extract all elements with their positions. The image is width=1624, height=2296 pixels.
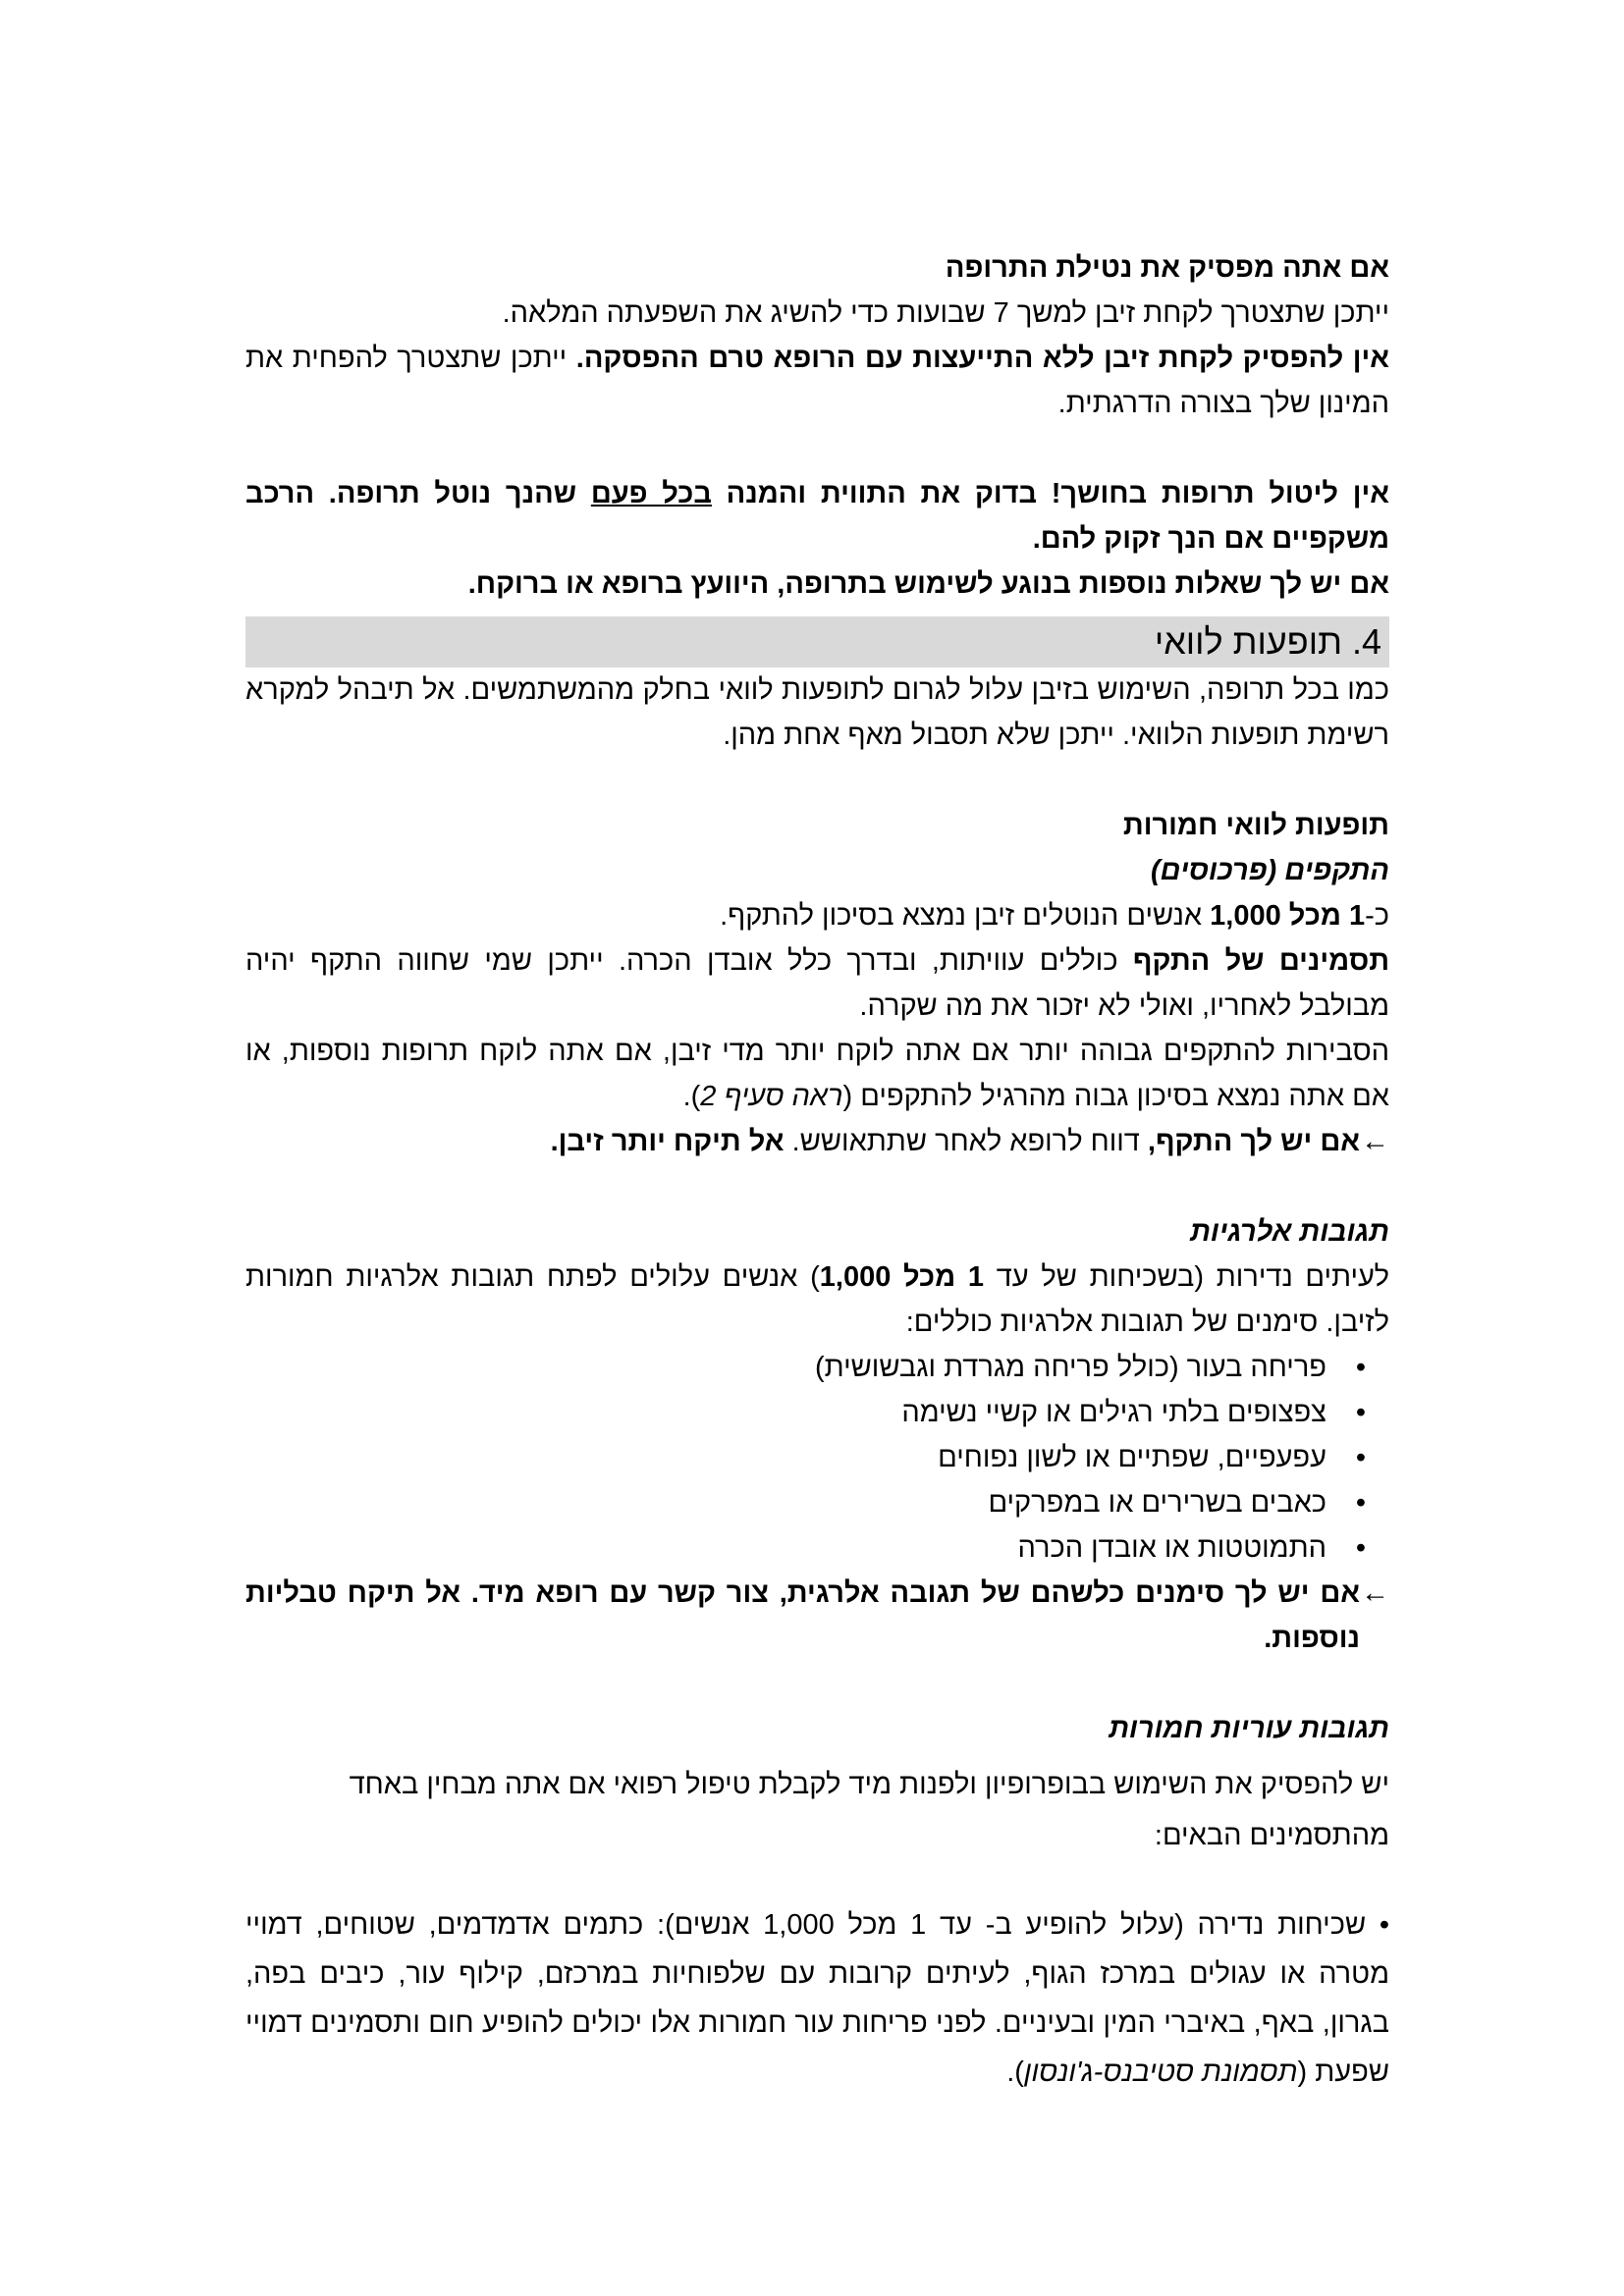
dark-warning-part2: שהנך נוטל תרופה. הרכב משקפיים אם הנך זקוק להם. — [245, 478, 1389, 555]
skin-title: תגובות עוריות חמורות — [1109, 1713, 1389, 1744]
seizures-action — [245, 1119, 1389, 1164]
serious-effects-title: תופעות לוואי חמורות — [1122, 810, 1389, 841]
bullet-icon: • — [1355, 1532, 1366, 1564]
allergic-action-text: אם יש לך סימנים כלשהם של תגובה אלרגית, צור קשר עם רופא מיד. אל תיקח טבליות נוספות. — [245, 1577, 1360, 1654]
seizures-risk — [245, 893, 1389, 938]
bullet-icon: • — [1355, 1442, 1366, 1473]
list-item-text: צפצופים בלתי רגילים או קשיי נשימה — [901, 1397, 1326, 1428]
seizures-risk-a: כ- — [1365, 900, 1389, 932]
skin-item — [245, 1900, 1389, 2097]
skin-intro: יש להפסיק את השימוש בבופרופיון ולפנות מיד לקבלת טיפול רפואי אם אתה מבחין באחד מהתסמינים הבאים: — [349, 1769, 1389, 1851]
arrow-icon: ← — [1361, 1577, 1389, 1609]
stop-section-line2 — [245, 336, 1389, 426]
bullet-icon: • — [1379, 1909, 1389, 1941]
list-item — [245, 1525, 1366, 1571]
list-item — [245, 1480, 1366, 1525]
list-item-text: עפעפיים, שפתיים או לשון נפוחים — [938, 1442, 1326, 1473]
allergic-intro-a: לעיתים נדירות (בשכיחות של עד — [984, 1261, 1390, 1293]
list-item — [245, 1345, 1366, 1390]
skin-item-b: ). — [1006, 2056, 1024, 2088]
seizures-symptoms — [245, 938, 1389, 1029]
skin-item-a: שכיחות נדירה (עלול להופיע ב- עד 1 מכל 1,000 אנשים): כתמים אדמדמים, שטוחים, דמויי מטרה או עגולים במרכז הגוף, לעיתים קרובות עם שלפוחיות במרכזם, קילוף עור, כיבים בפה, בגרון, באף, באיברי המין ובעיניים. לפני פריחות עור חמורות אלו יכולים להופיע חום ותסמינים דמויי שפעת ( — [245, 1909, 1389, 2088]
seizures-likelihood-b: ). — [682, 1081, 701, 1112]
seizures-likelihood-a: הסבירות להתקפים גבוהה יותר אם אתה לוקח יותר מדי זיבן, אם אתה לוקח תרופות נוספות, או אם אתה נמצא בסיכון גבוה מהרגיל להתקפים ( — [245, 1036, 1389, 1112]
list-item-text: פריחה בעור (כולל פריחה מגרדת וגבשושית) — [814, 1352, 1326, 1383]
allergic-action — [245, 1571, 1389, 1661]
seizures-risk-b: אנשים הנוטלים זיבן נמצא בסיכון להתקף. — [720, 900, 1211, 932]
list-item-text: כאבים בשרירים או במפרקים — [988, 1487, 1326, 1519]
seizures-action-bold2: אל תיקח יותר זיבן. — [550, 1126, 785, 1157]
allergic-title: תגובות אלרגיות — [1190, 1216, 1389, 1248]
bullet-icon: • — [1355, 1352, 1366, 1383]
dark-warning-part1: אין ליטול תרופות בחושך! בדוק את התווית והמנה — [711, 478, 1389, 509]
skin-item-italic: תסמונת סטיבנס-ג'ונסון — [1023, 2056, 1298, 2088]
stop-warning-bold: אין להפסיק לקחת זיבן ללא התייעצות עם הרופא טרם ההפסקה. — [575, 343, 1389, 374]
allergic-intro-bold: 1 מכל 1,000 — [819, 1261, 985, 1293]
bullet-icon: • — [1355, 1487, 1366, 1519]
stop-section-title: אם אתה מפסיק את נטילת התרופה — [945, 252, 1389, 284]
dark-warning — [245, 471, 1389, 561]
allergic-intro — [245, 1255, 1389, 1345]
section-4-intro: כמו בכל תרופה, השימוש בזיבן עלול לגרום לתופעות לוואי בחלק מהמשתמשים. אל תיבהל למקרא רשימת תופעות הלוואי. ייתכן שלא תסבול מאף אחת מהן. — [245, 674, 1389, 751]
list-item-text: התמוטטות או אובדן הכרה — [1017, 1532, 1326, 1564]
seizures-title: התקפים (פרכוסים) — [1151, 855, 1389, 886]
list-item — [245, 1435, 1366, 1480]
allergic-intro-b: ) אנשים עלולים לפתח תגובות אלרגיות חמורות לזיבן. סימנים של תגובות אלרגיות כוללים: — [245, 1261, 1389, 1338]
seizures-action-bold1: אם יש לך התקף, — [1147, 1126, 1360, 1157]
section-4-header — [245, 616, 1389, 667]
dark-warning-underlined: בכל פעם — [590, 478, 712, 509]
stop-warning-rest: ייתכן שתצטרך להפחית את המינון שלך בצורה הדרגתית. — [245, 343, 1389, 419]
questions-warning: אם יש לך שאלות נוספות בנוגע לשימוש בתרופה, היוועץ ברופא או ברוקח. — [467, 568, 1389, 600]
seizures-likelihood — [245, 1029, 1389, 1119]
seizures-symptoms-rest: כוללים עוויתות, ובדרך כלל אובדן הכרה. ייתכן שמי שחווה התקף יהיה מבולבל לאחריו, ואולי לא יזכור את מה שקרה. — [245, 945, 1389, 1022]
section-4-title: תופעות לוואי — [1154, 621, 1342, 662]
seizures-symptoms-bold: תסמינים של התקף — [1132, 945, 1390, 977]
section-4-number: 4. — [1351, 621, 1381, 662]
stop-section-line1: ייתכן שתצטרך לקחת זיבן למשך 7 שבועות כדי להשיג את השפעתה המלאה. — [502, 297, 1389, 329]
allergic-symptoms-list — [245, 1345, 1389, 1571]
arrow-icon: ← — [1361, 1126, 1389, 1157]
list-item — [245, 1390, 1366, 1435]
seizures-likelihood-ref: ראה סעיף 2 — [700, 1081, 843, 1112]
leaflet-page — [245, 245, 1389, 2097]
seizures-risk-bold: 1 מכל 1,000 — [1210, 900, 1366, 932]
bullet-icon: • — [1355, 1397, 1366, 1428]
seizures-action-mid: דווח לרופא לאחר שתתאושש. — [784, 1126, 1148, 1157]
